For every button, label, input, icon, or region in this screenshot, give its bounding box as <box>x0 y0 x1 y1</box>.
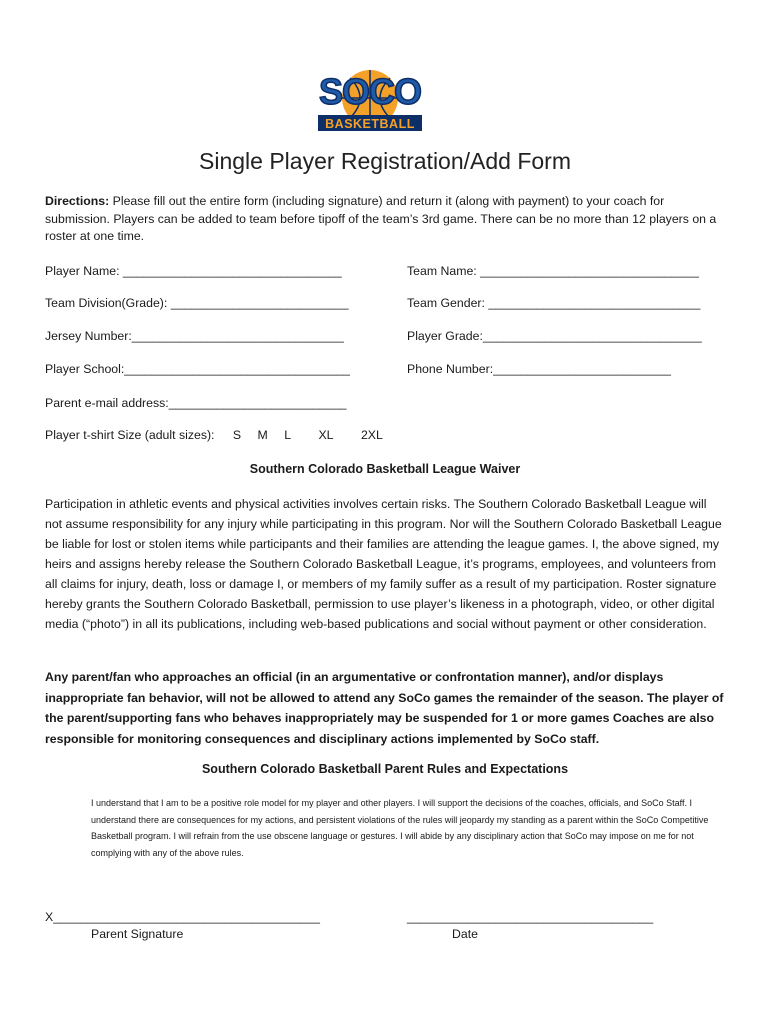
player-school-field[interactable]: Player School:_________________________________ <box>45 362 350 376</box>
waiver-paragraph: Participation in athletic events and physical activities involves certain risks. The Southern Colorado Basketball League will not assume responsibility for any injury while participating in this program. Nor will the Southern Colorado Basketball League be liable for lost or stolen items while participants and their families are attending the league games. I, the above signed, my heirs and assigns hereby release the Southern Colorado Basketball League, it’s programs, employees, and volunteers from all claims for injury, death, loss or damage I, or members of my family suffer as a result of my participation. Roster signature hereby grants the Southern Colorado Basketball, permission to use player’s likeness in a photograph, video, or other digital media (“photo”) in all its publications, including web-based publications and social without payment or other consideration. <box>45 497 722 631</box>
jersey-number-field[interactable]: Jersey Number:_______________________________ <box>45 329 344 343</box>
parent-email-field[interactable]: Parent e-mail address:__________________________ <box>45 396 347 410</box>
tshirt-size-option[interactable]: 2XL <box>360 428 383 442</box>
directions-label: Directions: <box>45 194 110 208</box>
team-name-field[interactable]: Team Name: ________________________________ <box>407 264 699 278</box>
tshirt-size-option[interactable]: L <box>284 428 292 442</box>
form-title: Single Player Registration/Add Form <box>199 148 571 174</box>
logo-top-text: SOCO <box>318 71 422 112</box>
player-grade-field[interactable]: Player Grade:________________________________ <box>407 329 702 343</box>
team-division-field[interactable]: Team Division(Grade): __________________________ <box>45 296 349 310</box>
player-name-field[interactable]: Player Name: ________________________________ <box>45 264 342 278</box>
team-gender-field[interactable]: Team Gender: _______________________________ <box>407 296 701 310</box>
phone-number-field[interactable]: Phone Number:__________________________ <box>407 362 671 376</box>
parent-signature-label: Parent Signature <box>91 927 184 941</box>
parent-rules-heading: Southern Colorado Basketball Parent Rules and Expectations <box>201 762 569 776</box>
waiver-heading: Southern Colorado Basketball League Waiver <box>249 462 521 476</box>
tshirt-size-option[interactable]: S <box>232 428 242 442</box>
tshirt-size-row <box>45 428 383 442</box>
directions-paragraph <box>45 193 725 246</box>
date-line[interactable]: ____________________________________ <box>407 910 654 924</box>
soco-basketball-logo <box>314 60 426 134</box>
conduct-paragraph: Any parent/fan who approaches an official (in an argumentative or confrontation manner), and/or displays inappropriate fan behavior, will not be allowed to attend any SoCo games the remainder of the season. The player of the parent/supporting fans who behaves inappropriately may be suspended for 1 or more games Coaches are also responsible for monitoring consequences and disciplinary actions implemented by SoCo staff. <box>45 670 724 746</box>
tshirt-size-option[interactable]: XL <box>318 428 334 442</box>
tshirt-size-label: Player t-shirt Size (adult sizes): <box>45 428 215 442</box>
directions-text: Please fill out the entire form (including signature) and return it (along with payment) to your coach for submission. Players can be added to team before tipoff of the team’s 3rd game. There can be no more than 12 players on a roster at one time. <box>45 194 717 243</box>
parent-rules-paragraph: I understand that I am to be a positive role model for my player and other players. I will support the decisions of the coaches, officials, and SoCo Staff. I understand there are consequences for my actions, and persistent violations of the rules will jeopardy my standing as a parent within the SoCo Competitive Basketball program. I will refrain from the use obscene language or gestures. I will abide by any disciplinary action that SoCo may impose on me for not complying with any of the above rules. <box>91 798 709 858</box>
date-label: Date <box>452 927 478 941</box>
logo-bottom-text: BASKETBALL <box>325 117 415 131</box>
parent-signature-line[interactable]: X_______________________________________ <box>45 910 320 924</box>
tshirt-size-option[interactable]: M <box>257 428 268 442</box>
